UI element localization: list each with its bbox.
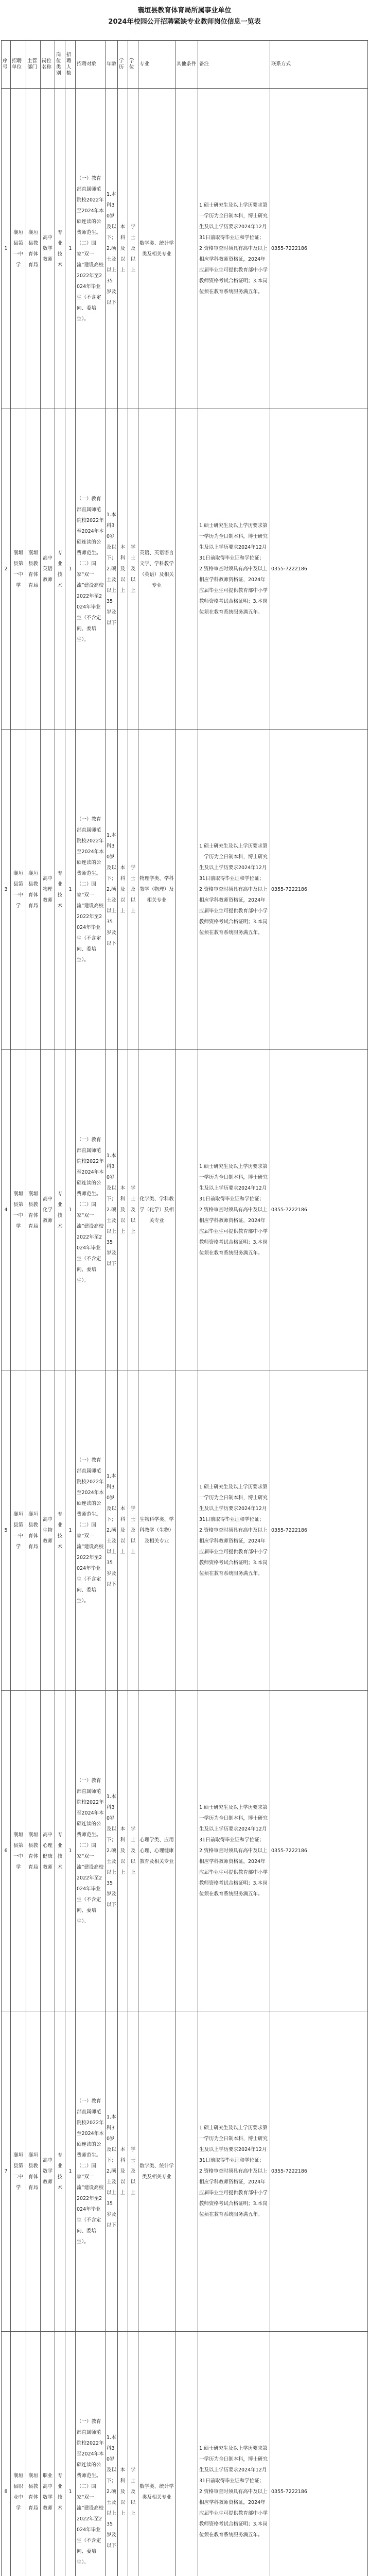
- cell-other: [175, 730, 198, 1050]
- cell-degree: 学士及以上: [128, 730, 138, 1050]
- cell-count: 1: [65, 1370, 76, 1691]
- cell-unit: 襄垣县职业中学: [11, 2332, 26, 2576]
- cell-degree: 学士及以上: [128, 409, 138, 730]
- table-body: [2, 89, 368, 2576]
- cell-no: 1: [2, 89, 11, 409]
- cell-edu: 本科及以上: [118, 730, 128, 1050]
- cell-contact: 0355-7222186: [270, 1050, 368, 1370]
- cell-count: 1: [65, 2332, 76, 2576]
- cell-edu: 本科及以上: [118, 1691, 128, 2011]
- cell-unit: 襄垣县第二中学: [11, 2011, 26, 2332]
- cell-no: 7: [2, 2011, 11, 2332]
- table-header-row: [2, 41, 368, 89]
- cell-contact: 0355-7222186: [270, 2332, 368, 2576]
- cell-kind: 专业技术: [55, 2011, 65, 2332]
- header-contact: 联系方式: [270, 41, 368, 89]
- cell-other: [175, 1691, 198, 2011]
- cell-edu: 本科及以上: [118, 1370, 128, 1691]
- cell-spec: 数学类、统计学类及相关专业: [138, 2011, 175, 2332]
- cell-count: 1: [65, 730, 76, 1050]
- cell-object: （一）教育部直属师范院校2022年至2024年本硕连读的公费师范生。（二）国家“双一流”建设高校2022年至2024年毕业生（不含定向、委培生）。: [76, 730, 106, 1050]
- cell-unit: 襄垣县第一中学: [11, 409, 26, 730]
- cell-remarks: 1.硕士研究生及以上学历要求第一学历为全日制本科，博士研究生及以上学历要求2024年12月31日前取得毕业证和学位证；2.资格审查时须具有高中及以上相应学科教师资格证，2024年应届毕业生可提供教育部中小学教师资格考试合格证明；3.本岗位须在教育系统服务满五年。: [198, 2011, 270, 2332]
- cell-no: 2: [2, 409, 11, 730]
- cell-no: 5: [2, 1370, 11, 1691]
- table-row: [2, 409, 368, 730]
- header-age: 年龄: [106, 41, 118, 89]
- cell-kind: 专业技术: [55, 1370, 65, 1691]
- cell-spec: 心理学类、应用心理、心理健康教育及相关专业: [138, 1691, 175, 2011]
- cell-object: （一）教育部直属师范院校2022年至2024年本硕连读的公费师范生。（二）国家“双一流”建设高校2022年至2024年毕业生（不含定向、委培生）。: [76, 89, 106, 409]
- header-remarks: 备注: [198, 41, 270, 89]
- cell-age: 1.本科30岁及以下；2.硕士及以上35岁及以下: [106, 409, 118, 730]
- header-count: 招聘人数: [65, 41, 76, 89]
- header-object: 招聘对象: [76, 41, 106, 89]
- cell-dept: 襄垣县教育体育局: [26, 1691, 41, 2011]
- cell-age: 1.本科30岁及以下；2.硕士及以上35岁及以下: [106, 2011, 118, 2332]
- cell-degree: 学士及以上: [128, 1050, 138, 1370]
- header-edu: 学历: [118, 41, 128, 89]
- cell-post: 高中化学教师: [41, 1050, 55, 1370]
- cell-count: 1: [65, 2011, 76, 2332]
- cell-no: 8: [2, 2332, 11, 2576]
- cell-kind: 专业技术: [55, 2332, 65, 2576]
- document-title: 襄垣县教育体育局所属事业单位: [137, 7, 232, 14]
- cell-no: 3: [2, 730, 11, 1050]
- header-other: 其他条件: [175, 41, 198, 89]
- cell-age: 1.本科30岁及以下；2.硕士及以上35岁及以下: [106, 1370, 118, 1691]
- cell-remarks: 1.硕士研究生及以上学历要求第一学历为全日制本科，博士研究生及以上学历要求2024年12月31日前取得毕业证和学位证；2.资格审查时须具有高中及以上相应学科教师资格证，2024年应届毕业生可提供教育部中小学教师资格考试合格证明；3.本岗位须在教育系统服务满五年。: [198, 1370, 270, 1691]
- cell-edu: 本科及以上: [118, 89, 128, 409]
- cell-edu: 本科及以上: [118, 2332, 128, 2576]
- cell-post: 高中心理健康教师: [41, 1691, 55, 2011]
- cell-contact: 0355-7222186: [270, 409, 368, 730]
- cell-post: 高中数学教师: [41, 89, 55, 409]
- cell-remarks: 1.硕士研究生及以上学历要求第一学历为全日制本科，博士研究生及以上学历要求2024年12月31日前取得毕业证和学位证；2.资格审查时须具有高中及以上相应学科教师资格证，2024年应届毕业生可提供教育部中小学教师资格考试合格证明；3.本岗位须在教育系统服务满五年。: [198, 409, 270, 730]
- cell-kind: 专业技术: [55, 89, 65, 409]
- document-header: [0, 0, 369, 40]
- cell-spec: 英语、英语语言文学、学科教学（英语）及相关专业: [138, 409, 175, 730]
- header-dept: 主管部门: [26, 41, 41, 89]
- table-row: [2, 2332, 368, 2576]
- cell-remarks: 1.硕士研究生及以上学历要求第一学历为全日制本科，博士研究生及以上学历要求2024年12月31日前取得毕业证和学位证；2.资格审查时须具有高中及以上相应学科教师资格证，2024年应届毕业生可提供教育部中小学教师资格考试合格证明；3.本岗位须在教育系统服务满五年。: [198, 1050, 270, 1370]
- cell-degree: 学士及以上: [128, 2011, 138, 2332]
- cell-other: [175, 89, 198, 409]
- cell-dept: 襄垣县教育体育局: [26, 1050, 41, 1370]
- cell-post: 高中英语教师: [41, 409, 55, 730]
- cell-spec: 数学类、统计学类及相关专业: [138, 2332, 175, 2576]
- cell-unit: 襄垣县第一中学: [11, 1691, 26, 2011]
- cell-count: 1: [65, 89, 76, 409]
- cell-age: 1.本科30岁及以下；2.硕士及以上35岁及以下: [106, 1050, 118, 1370]
- cell-edu: 本科及以上: [118, 2011, 128, 2332]
- cell-age: 1.本科30岁及以下；2.硕士及以上35岁及以下: [106, 2332, 118, 2576]
- cell-post: 高中数学教师: [41, 2011, 55, 2332]
- cell-edu: 本科及以上: [118, 409, 128, 730]
- cell-count: 1: [65, 1050, 76, 1370]
- cell-degree: 学士及以上: [128, 2332, 138, 2576]
- cell-other: [175, 2332, 198, 2576]
- table-row: [2, 1691, 368, 2011]
- cell-unit: 襄垣县第一中学: [11, 1370, 26, 1691]
- table-row: [2, 1370, 368, 1691]
- cell-object: （一）教育部直属师范院校2022年至2024年本硕连读的公费师范生。（二）国家“双一流”建设高校2022年至2024年毕业生（不含定向、委培生）。: [76, 409, 106, 730]
- header-no: 序号: [2, 41, 11, 89]
- cell-contact: 0355-7222186: [270, 89, 368, 409]
- cell-object: （一）教育部直属师范院校2022年至2024年本硕连读的公费师范生。（二）国家“双一流”建设高校2022年至2024年毕业生（不含定向、委培生）。: [76, 1050, 106, 1370]
- cell-remarks: 1.硕士研究生及以上学历要求第一学历为全日制本科，博士研究生及以上学历要求2024年12月31日前取得毕业证和学位证；2.资格审查时须具有高中及以上相应学科教师资格证，2024年应届毕业生可提供教育部中小学教师资格考试合格证明；3.本岗位须在教育系统服务满五年。: [198, 89, 270, 409]
- header-post: 岗位名称: [41, 41, 55, 89]
- cell-unit: 襄垣县第一中学: [11, 89, 26, 409]
- cell-object: （一）教育部直属师范院校2022年至2024年本硕连读的公费师范生。（二）国家“双一流”建设高校2022年至2024年毕业生（不含定向、委培生）。: [76, 1370, 106, 1691]
- cell-edu: 本科及以上: [118, 1050, 128, 1370]
- cell-other: [175, 1370, 198, 1691]
- cell-remarks: 1.硕士研究生及以上学历要求第一学历为全日制本科，博士研究生及以上学历要求2024年12月31日前取得毕业证和学位证；2.资格审查时须具有高中及以上相应学科教师资格证，2024年应届毕业生可提供教育部中小学教师资格考试合格证明；3.本岗位须在教育系统服务满五年。: [198, 1691, 270, 2011]
- header-kind: 岗位类别: [55, 41, 65, 89]
- table-row: [2, 730, 368, 1050]
- cell-count: 1: [65, 1691, 76, 2011]
- cell-other: [175, 2011, 198, 2332]
- table-row: [2, 89, 368, 409]
- cell-contact: 0355-7222186: [270, 1370, 368, 1691]
- cell-degree: 学士及以上: [128, 1691, 138, 2011]
- cell-unit: 襄垣县第一中学: [11, 1050, 26, 1370]
- cell-other: [175, 1050, 198, 1370]
- table-row: [2, 2011, 368, 2332]
- cell-kind: 专业技术: [55, 1050, 65, 1370]
- cell-dept: 襄垣县教育体育局: [26, 409, 41, 730]
- cell-contact: 0355-7222186: [270, 1691, 368, 2011]
- cell-degree: 学士及以上: [128, 1370, 138, 1691]
- cell-age: 1.本科30岁及以下；2.硕士及以上35岁及以下: [106, 1691, 118, 2011]
- cell-dept: 襄垣县教育体育局: [26, 2011, 41, 2332]
- cell-kind: 专业技术: [55, 730, 65, 1050]
- cell-kind: 专业技术: [55, 1691, 65, 2011]
- cell-age: 1.本科30岁及以下；2.硕士及以上35岁及以下: [106, 89, 118, 409]
- cell-dept: 襄垣县教育体育局: [26, 89, 41, 409]
- cell-kind: 专业技术: [55, 409, 65, 730]
- cell-post: 职业高中数学教师: [41, 2332, 55, 2576]
- header-degree: 学位: [128, 41, 138, 89]
- cell-remarks: 1.硕士研究生及以上学历要求第一学历为全日制本科，博士研究生及以上学历要求2024年12月31日前取得毕业证和学位证；2.资格审查时须具有高中及以上相应学科教师资格证，2024年应届毕业生可提供教育部中小学教师资格考试合格证明；3.本岗位须在教育系统服务满五年。: [198, 730, 270, 1050]
- table-row: [2, 1050, 368, 1370]
- cell-no: 6: [2, 1691, 11, 2011]
- document-subtitle: 2024年校园公开招聘紧缺专业教师岗位信息一览表: [108, 18, 261, 26]
- cell-spec: 物理学类、学科教学（物理）及相关专业: [138, 730, 175, 1050]
- header-spec: 专业: [138, 41, 175, 89]
- cell-remarks: 1.硕士研究生及以上学历要求第一学历为全日制本科，博士研究生及以上学历要求2024年12月31日前取得毕业证和学位证；2.资格审查时须具有高中及以上相应学科教师资格证，2024年应届毕业生可提供教育部中小学教师资格考试合格证明；3.本岗位须在教育系统服务满五年。: [198, 2332, 270, 2576]
- cell-dept: 襄垣县教育体育局: [26, 1370, 41, 1691]
- cell-count: 1: [65, 409, 76, 730]
- cell-unit: 襄垣县第一中学: [11, 730, 26, 1050]
- recruitment-table: [1, 40, 368, 2576]
- cell-object: （一）教育部直属师范院校2022年至2024年本硕连读的公费师范生。（二）国家“双一流”建设高校2022年至2024年毕业生（不含定向、委培生）。: [76, 2011, 106, 2332]
- cell-contact: 0355-7222186: [270, 2011, 368, 2332]
- cell-other: [175, 409, 198, 730]
- cell-object: （一）教育部直属师范院校2022年至2024年本硕连读的公费师范生。（二）国家“双一流”建设高校2022年至2024年毕业生（不含定向、委培生）。: [76, 1691, 106, 2011]
- cell-age: 1.本科30岁及以下；2.硕士及以上35岁及以下: [106, 730, 118, 1050]
- cell-degree: 学士及以上: [128, 89, 138, 409]
- cell-spec: 化学类、学科教学（化学）及相关专业: [138, 1050, 175, 1370]
- cell-dept: 襄垣县教育体育局: [26, 2332, 41, 2576]
- cell-post: 高中生物教师: [41, 1370, 55, 1691]
- cell-object: （一）教育部直属师范院校2022年至2024年本硕连读的公费师范生。（二）国家“双一流”建设高校2022年至2024年毕业生（不含定向、委培生）。: [76, 2332, 106, 2576]
- header-unit: 招聘单位: [11, 41, 26, 89]
- cell-spec: 数学类、统计学类及相关专业: [138, 89, 175, 409]
- cell-post: 高中物理教师: [41, 730, 55, 1050]
- cell-spec: 生物科学类、学科教学（生物）及相关专业: [138, 1370, 175, 1691]
- cell-no: 4: [2, 1050, 11, 1370]
- cell-dept: 襄垣县教育体育局: [26, 730, 41, 1050]
- cell-contact: 0355-7222186: [270, 730, 368, 1050]
